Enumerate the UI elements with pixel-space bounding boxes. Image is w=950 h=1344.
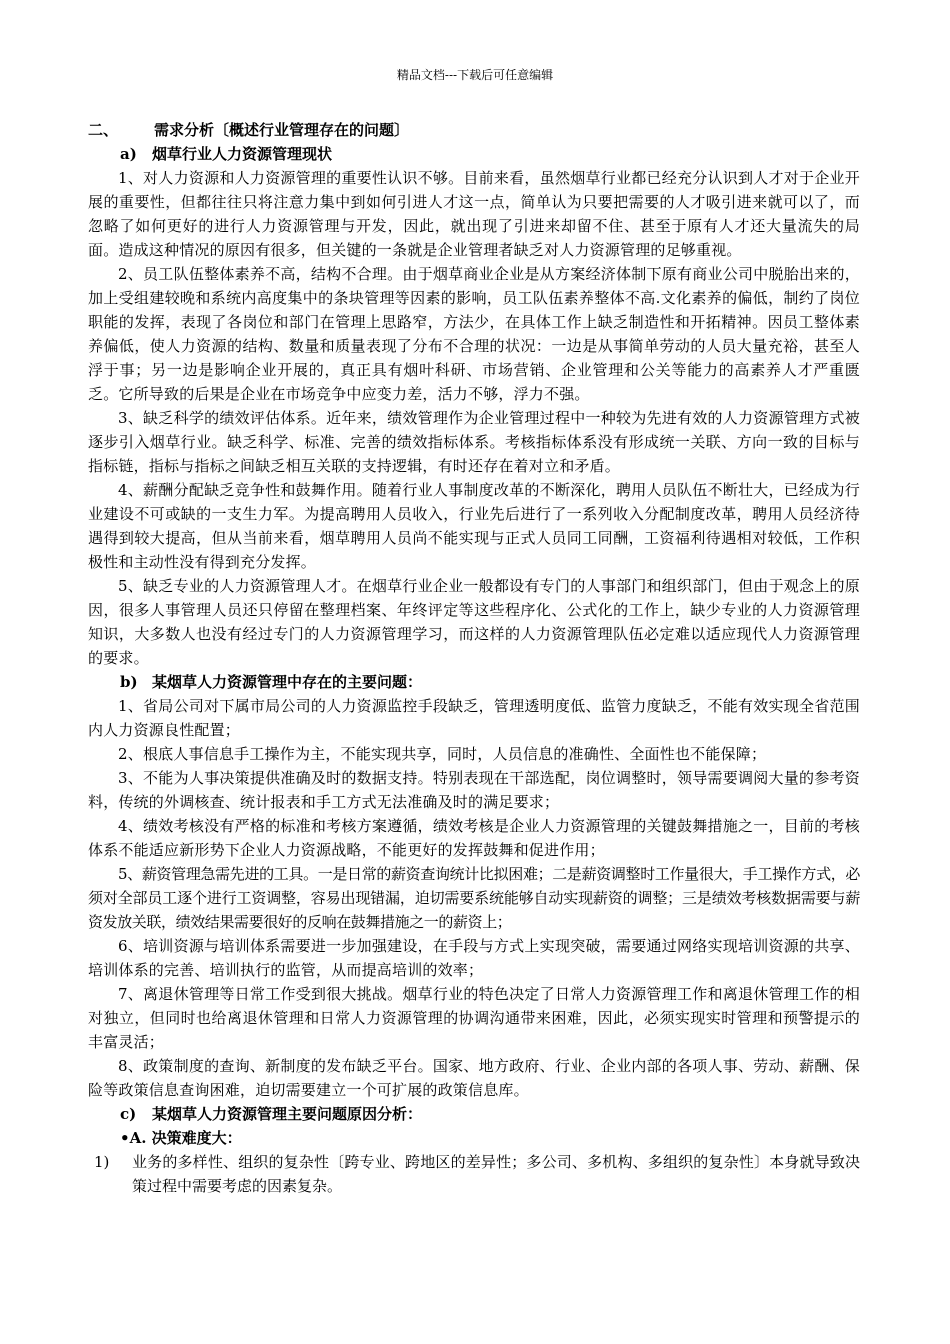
paragraph-b5: 5、薪资管理急需先进的工具。一是日常的薪资查询统计比拟困难；二是薪资调整时工作量很大，手工操作方式，必须对全部员工逐个进行工资调整，容易出现错漏，迫切需要系统能够自动实现薪资的调整；三是绩效考核数据需要与薪资发放关联，绩效结果需要很好的反响在鼓舞措施之一的薪资上； — [88, 865, 860, 931]
paragraph-a4: 4、薪酬分配缺乏竞争性和鼓舞作用。随着行业人事制度改革的不断深化，聘用人员队伍不断壮大，已经成为行业建设不可或缺的一支生力军。为提高聘用人员收入，行业先后进行了一系列收入分配制度改革，聘用人员经济待遇得到较大提高，但从当前来看，烟草聘用人员尚不能实现与正式人员同工同酬，工资福利待遇相对较低，工作积极性和主动性没有得到充分发挥。 — [88, 481, 860, 571]
paragraph-b1: 1、省局公司对下属市局公司的人力资源监控手段缺乏，管理透明度低、监管力度缺乏，不能有效实现全省范围内人力资源良性配置； — [88, 697, 860, 739]
paragraph-a5: 5、缺乏专业的人力资源管理人才。在烟草行业企业一般都设有专门的人事部门和组织部门，但由于观念上的原因，很多人事管理人员还只停留在整理档案、年终评定等这些程序化、公式化的工作上，缺少专业的人力资源管理知识，大多数人也没有经过专门的人力资源管理学习，而这样的人力资源管理队伍必定难以适应现代人力资源管理的要求。 — [88, 577, 860, 667]
paragraph-b4: 4、绩效考核没有严格的标准和考核方案遵循，绩效考核是企业人力资源管理的关键鼓舞措施之一，目前的考核体系不能适应新形势下企业人力资源战略，不能更好的发挥鼓舞和促进作用； — [88, 817, 860, 859]
subsection-title: 某烟草人力资源管理主要问题原因分析： — [152, 1105, 423, 1123]
subsection-c-heading — [88, 1102, 860, 1126]
paragraph-b3: 3、不能为人事决策提供准确及时的数据支持。特别表现在干部选配，岗位调整时，领导需要调阅大量的参考资料，传统的外调核查、统计报表和手工方式无法准确及时的满足要求； — [88, 769, 860, 811]
section-title: 需求分析〔概述行业管理存在的问题〕 — [154, 121, 410, 139]
subsection-label: a) — [120, 145, 137, 163]
paragraph-a1: 1、对人力资源和人力资源管理的重要性认识不够。目前来看，虽然烟草行业都已经充分认识到人才对于企业开展的重要性，但都往往只将注意力集中到如何引进人才这一点，简单认为只要把需要的人才吸引进来就可以了，而忽略了如何更好的进行人力资源管理与开发，因此，就出现了引进来却留不住、甚至于原有人才还大量流失的局面。造成这种情况的原因有很多，但关键的一条就是企业管理者缺乏对人力资源管理的足够重视。 — [88, 169, 860, 259]
subsection-title: 某烟草人力资源管理中存在的主要问题： — [152, 673, 423, 691]
subsection-label: c) — [120, 1105, 137, 1123]
paragraph-a3: 3、缺乏科学的绩效评估体系。近年来，绩效管理作为企业管理过程中一种较为先进有效的人力资源管理方式被逐步引入烟草行业。缺乏科学、标准、完善的绩效指标体系。考核指标体系没有形成统一关联、方向一致的目标与指标链，指标与指标之间缺乏相互关联的支持逻辑，有时还存在着对立和矛盾。 — [88, 409, 860, 475]
paragraph-a2: 2、员工队伍整体素养不高，结构不合理。由于烟草商业企业是从方案经济体制下原有商业公司中脱胎出来的，加上受组建较晚和系统内高度集中的条块管理等因素的影响，员工队伍素养整体不高.文化素养的偏低，制约了岗位职能的发挥，表现了各岗位和部门在管理上思路窄，方法少，在具体工作上缺乏制造性和开拓精神。因员工整体素养偏低，使人力资源的结构、数量和质量表现了分布不合理的状况：一边是从事简单劳动的人员大量充裕，甚至人浮于事；另一边是影响企业开展的，真正具有烟叶科研、市场营销、企业管理和公关等能力的高素养人才严重匮乏。它所导致的后果是企业在市场竞争中应变力差，活力不够，浮力不强。 — [88, 265, 860, 403]
paragraph-b8: 8、政策制度的查询、新制度的发布缺乏平台。国家、地方政府、行业、企业内部的各项人事、劳动、薪酬、保险等政策信息查询困难，迫切需要建立一个可扩展的政策信息库。 — [88, 1057, 860, 1099]
paragraph-b7: 7、离退休管理等日常工作受到很大挑战。烟草行业的特色决定了日常人力资源管理工作和离退休管理工作的相对独立，但同时也给离退休管理和日常人力资源管理的协调沟通带来困难，因此，必须实现实时管理和预警提示的丰富灵活； — [88, 985, 860, 1051]
subsection-b-heading — [88, 670, 860, 694]
section-heading — [88, 118, 860, 142]
list-item-number: 1) — [94, 1153, 110, 1171]
page-header: 精品文档---下载后可任意编辑 — [396, 68, 554, 82]
document-body — [88, 118, 860, 1198]
list-item-text: 业务的多样性、组织的复杂性〔跨专业、跨地区的差异性；多公司、多机构、多组织的复杂性〕本身就导致决策过程中需要考虑的因素复杂。 — [132, 1153, 860, 1195]
bullet-heading: •A. 决策难度大： — [120, 1129, 242, 1147]
subsection-a-heading — [88, 142, 860, 166]
list-item — [88, 1150, 860, 1198]
paragraph-b2: 2、根底人事信息手工操作为主，不能实现共享，同时，人员信息的准确性、全面性也不能保障； — [118, 745, 767, 763]
paragraph-b6: 6、培训资源与培训体系需要进一步加强建设，在手段与方式上实现突破，需要通过网络实现培训资源的共享、培训体系的完善、培训执行的监管，从而提高培训的效率； — [88, 937, 860, 979]
subsection-label: b) — [120, 673, 138, 691]
section-number: 二、 — [88, 121, 119, 139]
subsection-title: 烟草行业人力资源管理现状 — [152, 145, 333, 163]
